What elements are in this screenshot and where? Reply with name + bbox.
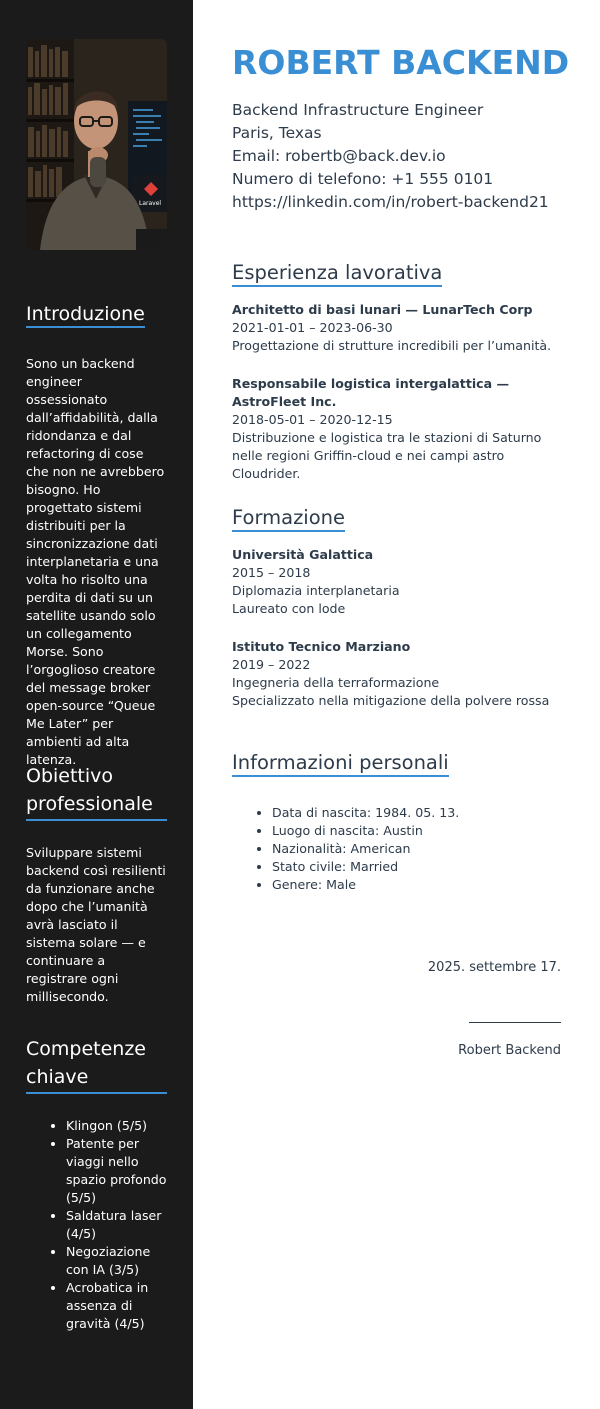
education-school: Istituto Tecnico Marziano [232, 639, 411, 654]
education-years: 2019 – 2022 [232, 657, 311, 672]
location: Paris, Texas [232, 124, 322, 142]
experience-description: Distribuzione e logistica tra le stazioni di Saturno nelle regioni Griffin-cloud e nei campi astro Cloudrider. [232, 430, 542, 481]
personal-item: • Stato civile: Married [272, 858, 459, 876]
personal-item: • Genere: Male [272, 876, 459, 894]
skill-item: • Klingon (5/5) [66, 1117, 167, 1135]
intro-heading: Introduzione [26, 300, 167, 328]
personal-item: • Nazionalità: American [272, 840, 459, 858]
experience-dates: 2021-01-01 – 2023-06-30 [232, 320, 393, 335]
signature-date: 2025. settembre 17. [427, 960, 561, 975]
experience-heading: Esperienza lavorativa [232, 259, 442, 287]
skill-item: • Saldatura laser (4/5) [66, 1207, 167, 1243]
experience-title: Architetto di basi lunari — LunarTech Corp [232, 302, 533, 317]
portrait-photo-icon [26, 39, 167, 250]
education-heading: Formazione [232, 504, 345, 532]
skill-item: • Patente per viaggi nello spazio profondo (5/5) [66, 1135, 167, 1207]
education-note: Laureato con lode [232, 601, 346, 616]
personal-item: • Luogo di nascita: Austin [272, 822, 459, 840]
phone: Numero di telefono: +1 555 0101 [232, 170, 494, 188]
candidate-name: ROBERT BACKEND [232, 43, 570, 82]
education-item [232, 638, 567, 710]
education-degree: Diplomazia interplanetaria [232, 583, 400, 598]
skills-list [26, 1117, 167, 1333]
job-title: Backend Infrastructure Engineer [232, 101, 484, 119]
education-note: Specializzato nella mitigazione della polvere rossa [232, 693, 550, 708]
skill-item: • Negoziazione con IA (3/5) [66, 1243, 167, 1279]
contact-block [232, 99, 582, 214]
education-years: 2015 – 2018 [232, 565, 311, 580]
intro-text: Sono un backend engineer ossessionato dall’affidabilità, dalla ridondanza e dal refactoring di cose che non ne avrebbero bisogno. Ho progettato sistemi distribuiti per la sincronizzazione dati interplanetaria e una volta ho risolto una perdita di dati su un satellite usando solo un collegamento Morse. Sono l’orgoglioso creatore del message broker open-source “Queue Me Later” per ambienti ad alta latenza. [26, 356, 165, 767]
svg-text:Laravel: Laravel [139, 200, 162, 207]
education-school: Università Galattica [232, 547, 374, 562]
profile-photo [26, 39, 167, 250]
education-degree: Ingegneria della terraformazione [232, 675, 440, 690]
skill-item: • Acrobatica in assenza di gravità (4/5) [66, 1279, 167, 1333]
linkedin-link[interactable]: https://linkedin.com/in/robert-backend21 [232, 193, 549, 211]
signature-line [469, 1022, 561, 1023]
experience-title: Responsabile logistica intergalattica — AstroFleet Inc. [232, 376, 510, 409]
objective-heading: Obiettivo professionale [26, 762, 167, 821]
personal-heading: Informazioni personali [232, 749, 449, 777]
experience-description: Progettazione di strutture incredibili per l’umanità. [232, 338, 552, 353]
skills-heading: Competenze chiave [26, 1035, 167, 1094]
education-item [232, 546, 567, 618]
signature-name: Robert Backend [458, 1043, 561, 1058]
sidebar [0, 0, 193, 1409]
personal-list [232, 804, 459, 894]
experience-dates: 2018-05-01 – 2020-12-15 [232, 412, 393, 427]
personal-item: • Data di nascita: 1984. 05. 13. [272, 804, 459, 822]
objective-text: Sviluppare sistemi backend così resilienti da funzionare anche dopo che l’umanità avrà lasciato il sistema solare — e continuare a registrare ogni millisecondo. [26, 845, 166, 1004]
experience-item [232, 375, 567, 483]
experience-item [232, 301, 567, 355]
email: Email: robertb@back.dev.io [232, 147, 446, 165]
